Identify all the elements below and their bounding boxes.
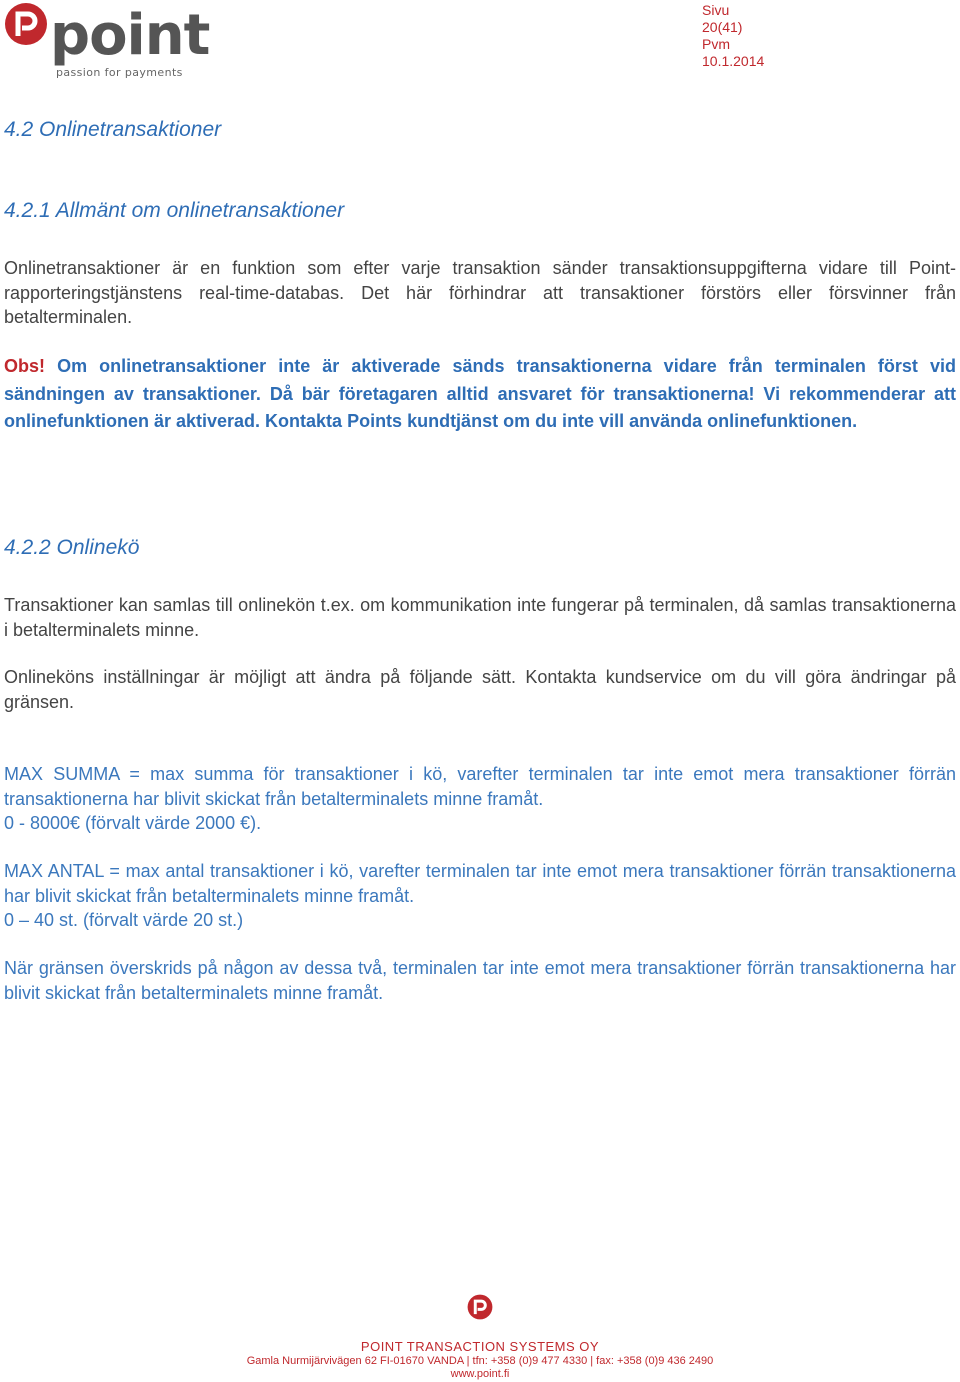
general-paragraph: Onlinetransaktioner är en funktion som efter varje transaktion sänder transaktionsuppgifterna vidare till Point-rapporteringstjänstens real-time-databas. Det här förhindrar att transaktioner förstörs eller försvinner från betalterminalen. [4,258,956,327]
logo-wordmark: point [50,3,210,68]
date-value: 10.1.2014 [702,53,765,69]
point-logo-icon [4,2,48,46]
obs-label: Obs! [4,356,46,376]
page-label: Sivu [702,2,730,18]
max-antal-definition: MAX ANTAL = max antal transaktioner i kö, varefter terminalen tar inte emot mera transaktioner förrän transaktionerna har blivit skickat från betalterminalets minne framåt. [4,861,956,906]
point-logo [4,2,210,84]
footer-address: Gamla Nurmijärvivägen 62 FI-01670 VANDA | tfn: +358 (0)9 477 4330 | fax: +358 (0)9 436 2490 [246,1355,714,1367]
subsection-title-queue: 4.2.2 Onlinekö [4,536,140,559]
date-label: Pvm [702,36,730,52]
queue-paragraph-2: Onlineköns inställningar är möjligt att ändra på följande sätt. Kontakta kundservice om du vill göra ändringar på gränsen. [4,667,956,712]
queue-paragraph-1: Transaktioner kan samlas till onlinekön t.ex. om kommunikation inte fungerar på terminalen, då samlas transaktionerna i betalterminalets minne. [4,595,956,640]
page-meta [702,2,764,70]
logo-tagline: passion for payments [56,66,183,79]
limit-paragraph: När gränsen överskrids på någon av dessa två, terminalen tar inte emot mera transaktioner förrän transaktionerna har blivit skickat från betalterminalets minne framåt. [4,958,956,1003]
page-number: 20(41) [702,19,743,35]
footer-logo-icon [467,1294,493,1320]
max-summa-definition: MAX SUMMA = max summa för transaktioner i kö, varefter terminalen tar inte emot mera transaktioner förrän transaktionerna har blivit skickat från betalterminalets minne framåt. [4,764,956,809]
obs-note [4,353,956,436]
section-title: 4.2 Onlinetransaktioner [4,118,222,141]
max-antal-range: 0 – 40 st. (förvalt värde 20 st.) [4,910,244,930]
obs-text: Om onlinetransaktioner inte är aktiverade sänds transaktionerna vidare från terminalen först vid sändningen av transaktioner. Då bär företagaren alltid ansvaret för transaktionerna! Vi rekommenderar att onlinefunktionen är aktiverad. Kontakta Points kundtjänst om du inte vill använda onlinefunktionen. [4,356,956,431]
subsection-title-general: 4.2.1 Allmänt om onlinetransaktioner [4,199,345,222]
footer-company: POINT TRANSACTION SYSTEMS OY [360,1339,600,1354]
max-summa-range: 0 - 8000€ (förvalt värde 2000 €). [4,813,262,833]
footer-website[interactable]: www.point.fi [450,1368,510,1380]
